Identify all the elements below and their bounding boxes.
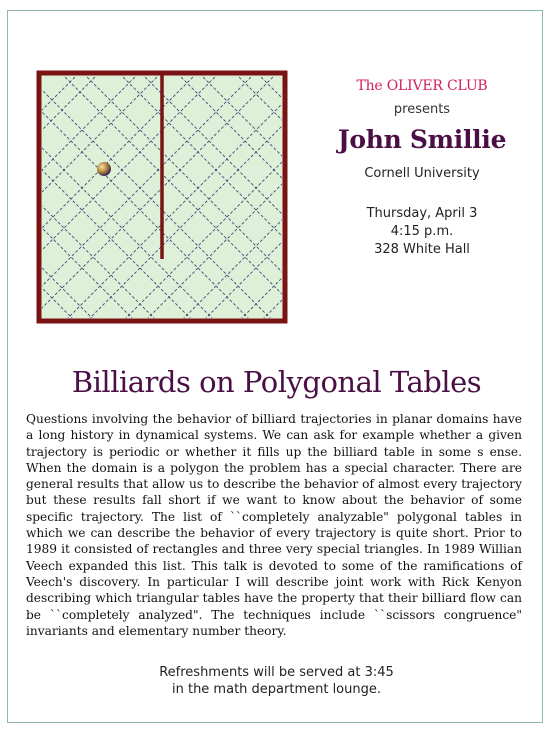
talk-title: Billiards on Polygonal Tables (71, 365, 482, 399)
presents-label: presents (393, 102, 451, 117)
talk-location: 328 White Hall (374, 242, 470, 257)
billiard-table-figure (34, 70, 292, 324)
refreshments-line-2: in the math department lounge. (171, 682, 381, 697)
billiard-ball (97, 162, 111, 176)
talk-time: 4:15 p.m. (390, 224, 454, 239)
billiard-table-icon (34, 70, 292, 324)
refreshments-line-1: Refreshments will be served at 3:45 (159, 665, 394, 680)
club-name: The OLIVER CLUB (356, 78, 488, 94)
speaker-affiliation: Cornell University (364, 166, 480, 181)
talk-abstract: Questions involving the behavior of billiard trajectories in planar domains have a long history in dynamical systems. We can ask for example whether a given trajectory is periodic or whether it fills up the billiard table in some s ense. When the domain is a polygon the problem has a special character. There are general results that allow us to describe the behavior of almost every trajectory but these results fall short if we want to know about the behavior of some specific trajectory. The list of ``completely analyzable" polygonal tables in which we can describe the behavior of every trajectory is quite short. Prior to 1989 it consisted of rectangles and three very special triangles. In 1989 Willian Veech expanded this list. This talk is devoted to some of the ramifications of Veech's discovery. In particular I will describe joint work with Rick Kenyon describing which triangular tables have the property that their billiard flow can be ``completely analyzed". The techniques include ``scissors congruence" invariants and elementary number theory. (26, 412, 522, 638)
talk-schedule (332, 205, 512, 259)
talk-info (332, 74, 512, 259)
speaker-name: John Smillie (337, 125, 507, 154)
talk-date: Thursday, April 3 (366, 206, 478, 221)
refreshments-note (0, 664, 553, 698)
